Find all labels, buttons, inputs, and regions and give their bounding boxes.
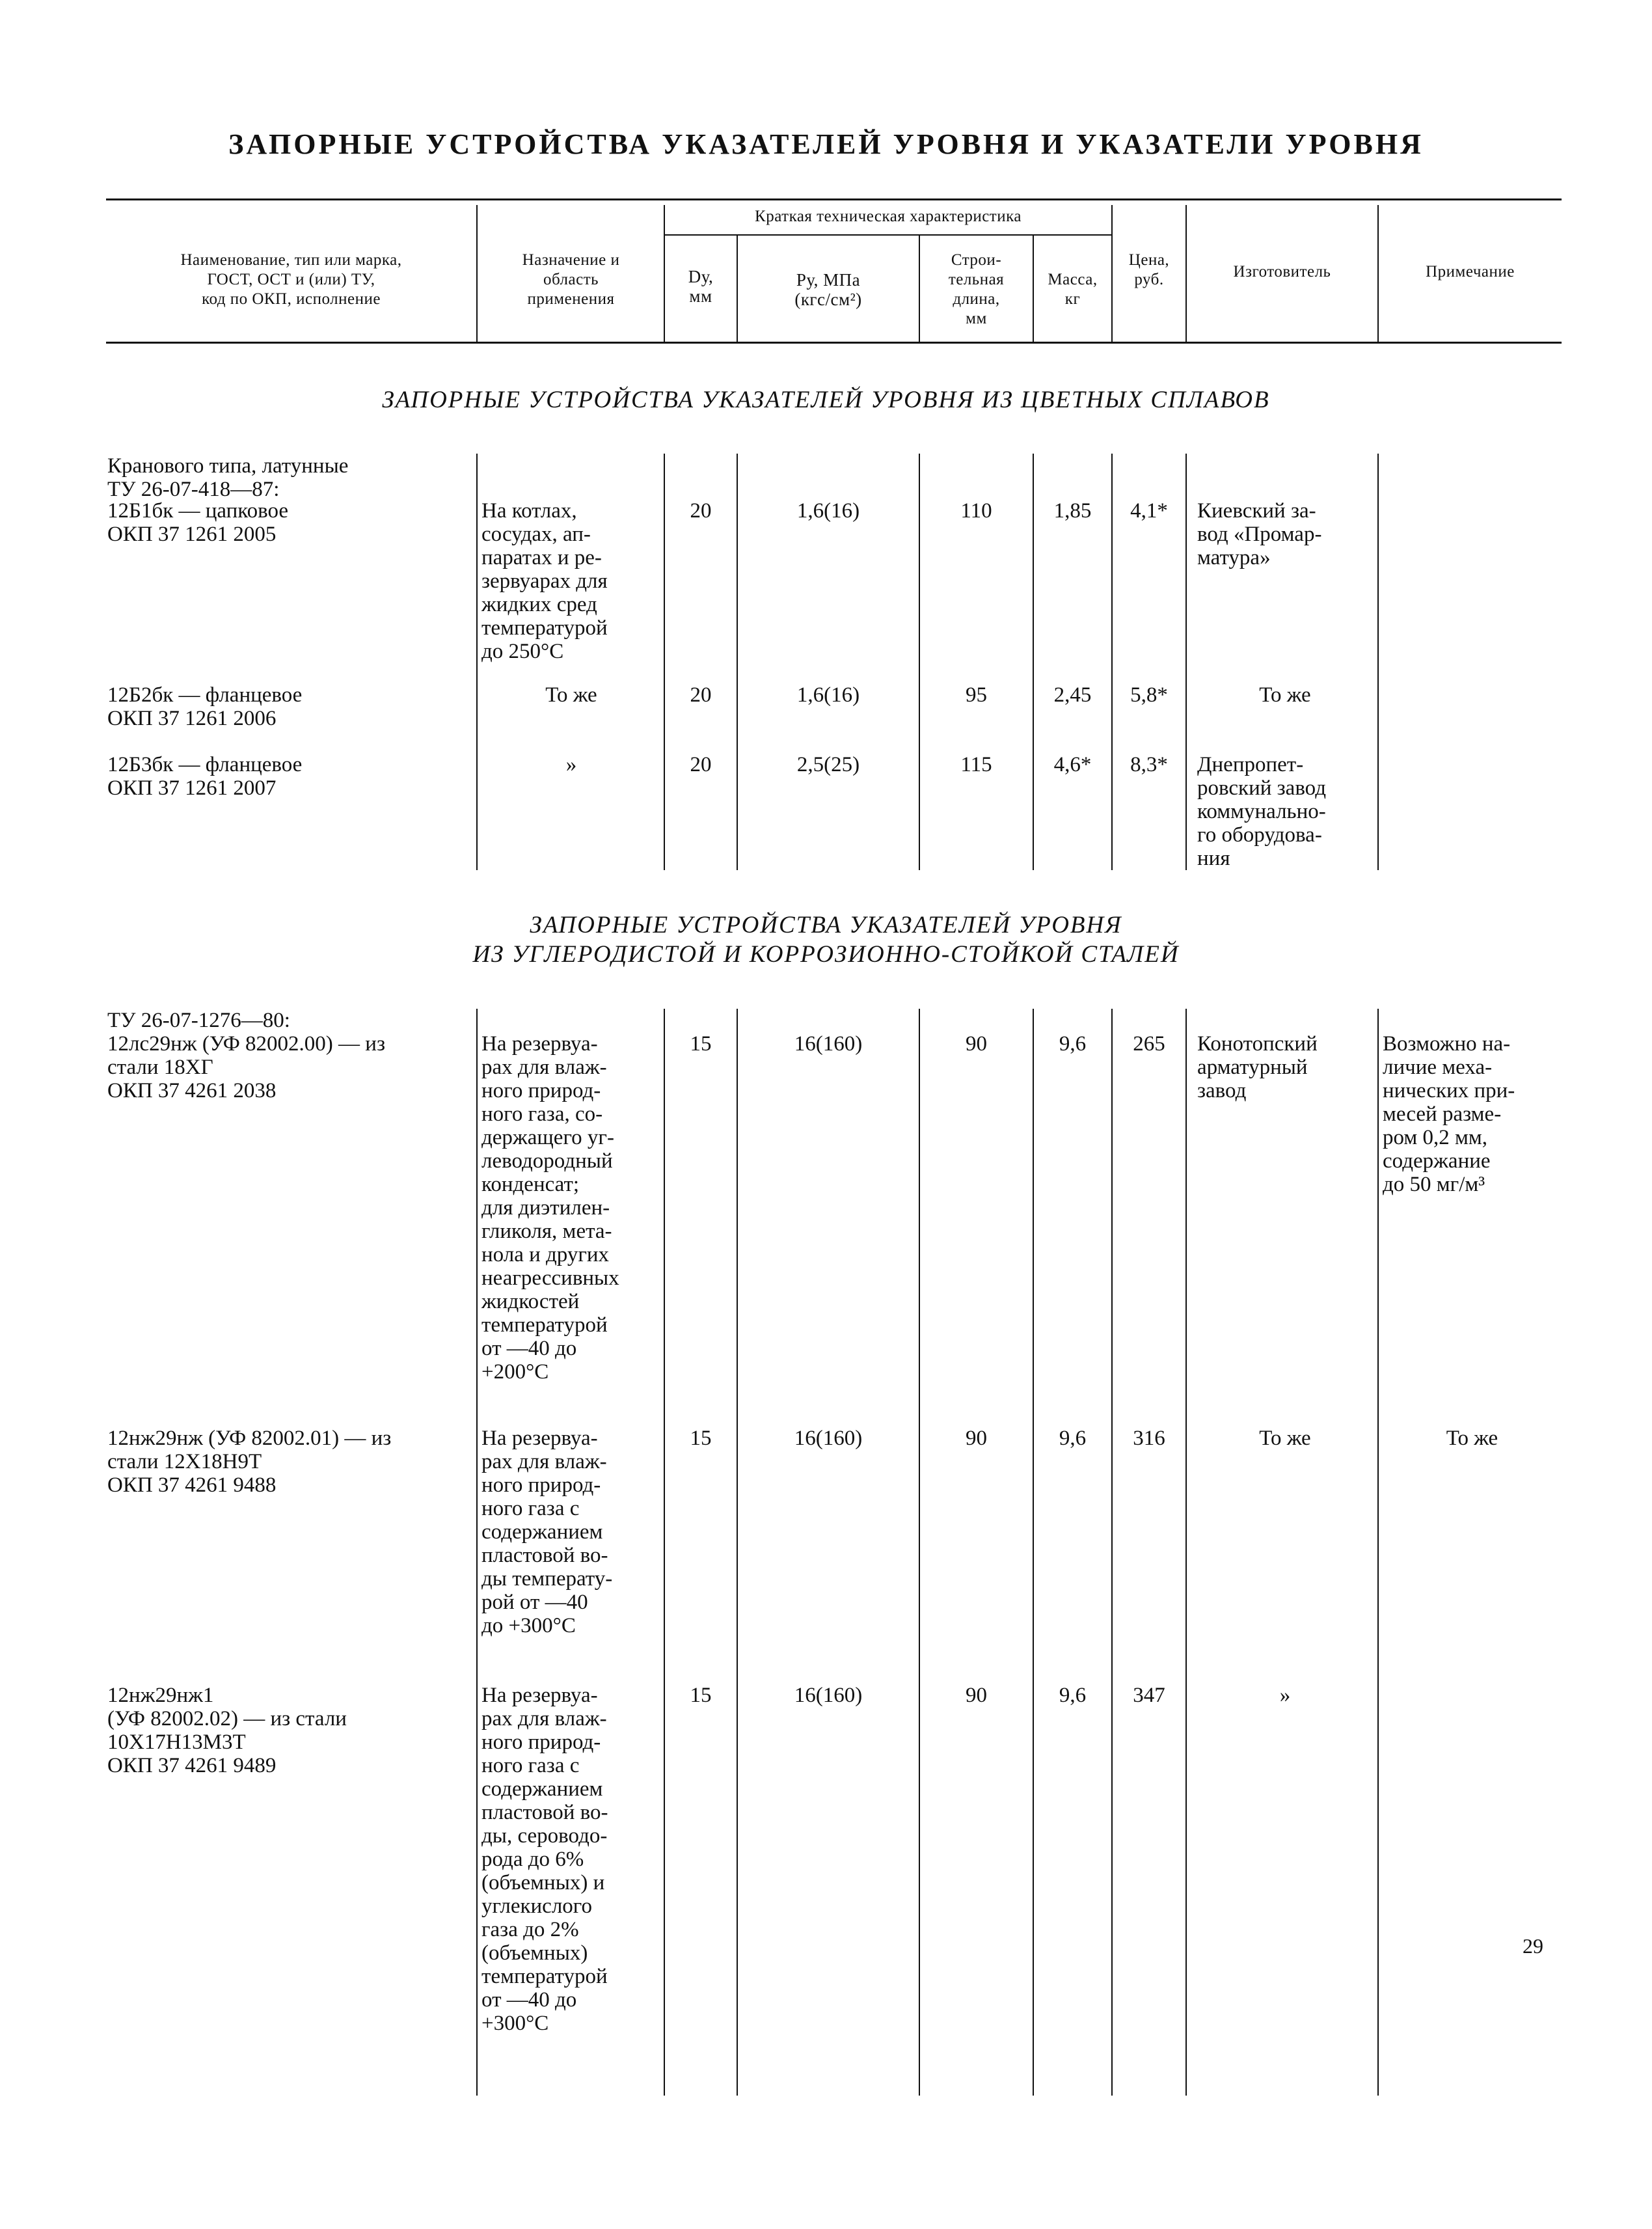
section-divider xyxy=(664,1009,665,2096)
cell-purpose: На резервуа- рах для влаж- ного природ- ного газа с содержанием пластовой во- ды, сероводо- рода до 6% (объемных) и углекислого газа до 2% (объемных) температурой от —40 до +300°С xyxy=(481,1684,608,2035)
cell-price: 316 xyxy=(1133,1427,1165,1450)
cell-maker: Конотопский арматурный завод xyxy=(1197,1032,1318,1102)
cell-py: 1,6(16) xyxy=(796,683,860,707)
section-divider xyxy=(476,1009,478,2096)
cell-py: 16(160) xyxy=(794,1032,863,1056)
cell-mass: 4,6* xyxy=(1053,753,1092,776)
section-divider xyxy=(476,454,478,870)
cell-length: 110 xyxy=(960,499,992,523)
header-note: Примечание xyxy=(1426,263,1515,280)
cell-length: 115 xyxy=(960,753,992,776)
cell-maker: Киевский за- вод «Промар- матура» xyxy=(1197,499,1322,569)
cell-length: 90 xyxy=(966,1032,987,1056)
header-mass: Масса, кг xyxy=(1048,271,1098,308)
cell-purpose: На резервуа- рах для влаж- ного природ- ного газа с содержанием пластовой во- ды температу- рой от —40 до +300°С xyxy=(481,1427,613,1637)
header-price: Цена, руб. xyxy=(1128,251,1170,288)
section-title: ИЗ УГЛЕРОДИСТОЙ И КОРРОЗИОННО-СТОЙКОЙ СТАЛЕЙ xyxy=(472,941,1180,968)
cell-name: 12Б2бк — фланцевое ОКП 37 1261 2006 xyxy=(107,683,303,730)
section-divider xyxy=(1185,454,1187,870)
cell-py: 16(160) xyxy=(794,1684,863,1707)
cell-maker: » xyxy=(1279,1684,1291,1707)
section-divider xyxy=(1377,454,1379,870)
header-maker: Изготовитель xyxy=(1233,263,1331,280)
cell-price: 5,8* xyxy=(1130,683,1168,707)
cell-length: 90 xyxy=(966,1427,987,1450)
section-divider xyxy=(919,1009,920,2096)
section-divider xyxy=(1377,1009,1379,2096)
cell-mass: 9,6 xyxy=(1059,1684,1087,1707)
cell-length: 90 xyxy=(966,1684,987,1707)
cell-purpose: То же xyxy=(545,683,597,707)
cell-dy: 20 xyxy=(690,499,712,523)
cell-price: 8,3* xyxy=(1130,753,1168,776)
section-title: ЗАПОРНЫЕ УСТРОЙСТВА УКАЗАТЕЛЕЙ УРОВНЯ ИЗ ЦВЕТНЫХ СПЛАВОВ xyxy=(382,387,1270,413)
cell-price: 265 xyxy=(1133,1032,1165,1056)
cell-length: 95 xyxy=(966,683,987,707)
section-divider xyxy=(1111,1009,1113,2096)
section-title: ЗАПОРНЫЕ УСТРОЙСТВА УКАЗАТЕЛЕЙ УРОВНЯ xyxy=(530,912,1122,938)
header-purpose: Назначение и область применения xyxy=(522,251,620,308)
cell-purpose: На резервуа- рах для влаж- ного природ- ного газа, со- держащего уг- леводородный конденсат; для диэтилен- гликоля, мета- нола и других неагрессивных жидкостей температурой от —40 до +200°С xyxy=(481,1032,619,1384)
section-intro: ТУ 26-07-1276—80: xyxy=(107,1009,290,1032)
header-py: Pу, МПа (кгс/см²) xyxy=(794,270,862,309)
cell-note: То же xyxy=(1446,1427,1498,1450)
cell-name: 12нж29нж1 (УФ 82002.02) — из стали 10Х17Н13М3Т ОКП 37 4261 9489 xyxy=(107,1684,347,1777)
cell-dy: 20 xyxy=(690,683,712,707)
header-length: Строи- тельная длина, мм xyxy=(948,251,1005,327)
cell-py: 2,5(25) xyxy=(796,753,860,776)
cell-price: 347 xyxy=(1133,1684,1165,1707)
cell-dy: 15 xyxy=(690,1427,712,1450)
cell-maker: Днепропет- ровский завод коммунально- го оборудова- ния xyxy=(1197,753,1327,870)
section-divider xyxy=(1033,1009,1034,2096)
page-title: ЗАПОРНЫЕ УСТРОЙСТВА УКАЗАТЕЛЕЙ УРОВНЯ И УКАЗАТЕЛИ УРОВНЯ xyxy=(228,128,1424,160)
cell-py: 1,6(16) xyxy=(796,499,860,523)
cell-price: 4,1* xyxy=(1130,499,1168,523)
cell-py: 16(160) xyxy=(794,1427,863,1450)
section-divider xyxy=(1185,1009,1187,2096)
header-divider xyxy=(476,205,478,342)
cell-maker: То же xyxy=(1259,1427,1311,1450)
header-tech-group: Краткая техническая характеристика xyxy=(755,208,1022,225)
page-number: 29 xyxy=(1523,1934,1543,1958)
cell-purpose: На котлах, сосудах, ап- паратах и ре- зервуарах для жидких сред температурой до 250°С xyxy=(481,499,608,663)
header-name: Наименование, тип или марка, ГОСТ, ОСТ и (или) ТУ, код по ОКП, исполнение xyxy=(180,251,402,308)
cell-mass: 9,6 xyxy=(1059,1427,1087,1450)
cell-dy: 20 xyxy=(690,753,712,776)
cell-mass: 2,45 xyxy=(1053,683,1092,707)
cell-name: 12Б1бк — цапковое ОКП 37 1261 2005 xyxy=(107,499,289,546)
cell-purpose: » xyxy=(565,753,577,776)
header-top-rule xyxy=(106,198,1562,200)
cell-maker: То же xyxy=(1259,683,1311,707)
cell-mass: 9,6 xyxy=(1059,1032,1087,1056)
section-divider xyxy=(737,1009,738,2096)
section-intro: Кранового типа, латунные ТУ 26-07-418—87: xyxy=(107,454,349,501)
cell-dy: 15 xyxy=(690,1684,712,1707)
header-dy: Dу, мм xyxy=(688,267,714,306)
cell-note: Возможно на- личие меха- нических при- месей разме- ром 0,2 мм, содержание до 50 мг/м³ xyxy=(1383,1032,1515,1196)
cell-dy: 15 xyxy=(690,1032,712,1056)
header-bottom-rule xyxy=(106,342,1562,344)
cell-name: 12Б3бк — фланцевое ОКП 37 1261 2007 xyxy=(107,753,303,800)
cell-mass: 1,85 xyxy=(1053,499,1092,523)
cell-name: 12нж29нж (УФ 82002.01) — из стали 12Х18Н9Т ОКП 37 4261 9488 xyxy=(107,1427,392,1497)
header-group-rule xyxy=(664,234,1111,236)
cell-name: 12лс29нж (УФ 82002.00) — из стали 18ХГ ОКП 37 4261 2038 xyxy=(107,1032,385,1102)
